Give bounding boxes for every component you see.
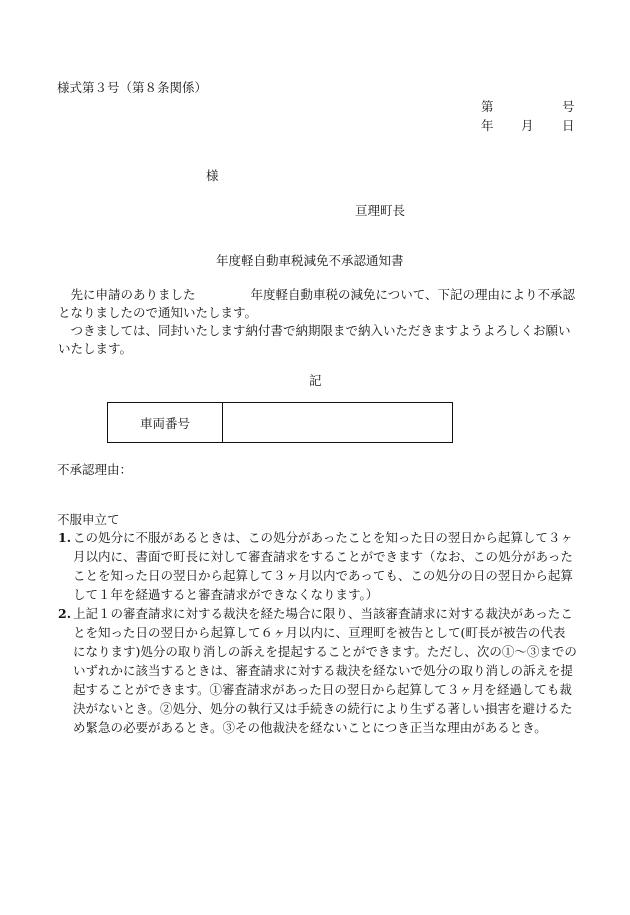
paragraph-1-b: 年度軽自動車税の減免について、下記の理由により不承認となりましたので通知いたします。 [58, 287, 576, 320]
appeal-heading: 不服申立て [57, 512, 120, 527]
paragraph-1 [58, 286, 577, 322]
document-title: 年度軽自動車税減免不承認通知書 [216, 253, 404, 268]
paragraph-2: つきましては、同封いたします納付書で納期限まで納入いただきますようよろしくお願いいたします。 [58, 323, 571, 356]
vehicle-number-value [223, 403, 453, 443]
date-year: 年 [481, 118, 494, 133]
appeal-item-1 [58, 528, 577, 604]
date-day: 日 [562, 118, 575, 133]
paragraph-1-a: 先に申請のありました [70, 287, 196, 302]
appeal-item-2 [58, 604, 577, 737]
vehicle-table [107, 402, 453, 443]
number-suffix: 号 [562, 99, 575, 114]
addressee-suffix: 様 [206, 168, 219, 183]
reason-label: 不承認理由： [57, 462, 133, 477]
appeal-item-1-number: 1. [58, 530, 72, 545]
appeal-item-2-number: 2. [58, 606, 72, 621]
form-id: 様式第３号（第８条関係） [57, 80, 208, 95]
appeal-item-1-text: この処分に不服があるときは、この処分があったことを知った日の翌日から起算して３ヶ月以内に、書面で町長に対して審査請求をすることができます（なお、この処分があったことを知った日の翌日から起算して３ヶ月以内であっても、この処分の日の翌日から起算して１年を経過すると審査請求ができなくなります。） [73, 530, 573, 602]
date-month: 月 [521, 118, 534, 133]
ki-mark: 記 [309, 373, 322, 388]
issuer: 亘理町長 [355, 203, 406, 218]
appeal-item-2-text: 上記１の審査請求に対する裁決を経た場合に限り、当該審査請求に対する裁決があったことを知った日の翌日から起算して６ヶ月以内に、亘理町を被告として(町長が被告の代表になります)処分の取り消しの訴えを提起することができます。ただし、次の①～③までのいずれかに該当するときは、審査請求に対する裁決を経ないで処分の取り消しの訴えを提起することができます。①審査請求があった日の翌日から起算して３ヶ月を経過しても裁決がないとき。②処分、処分の執行又は手続きの続行により生ずる著しい損害を避けるため緊急の必要があるとき。③その他裁決を経ないことにつき正当な理由があるとき。 [73, 606, 577, 735]
number-prefix: 第 [481, 99, 494, 114]
vehicle-number-label: 車両番号 [108, 403, 223, 443]
